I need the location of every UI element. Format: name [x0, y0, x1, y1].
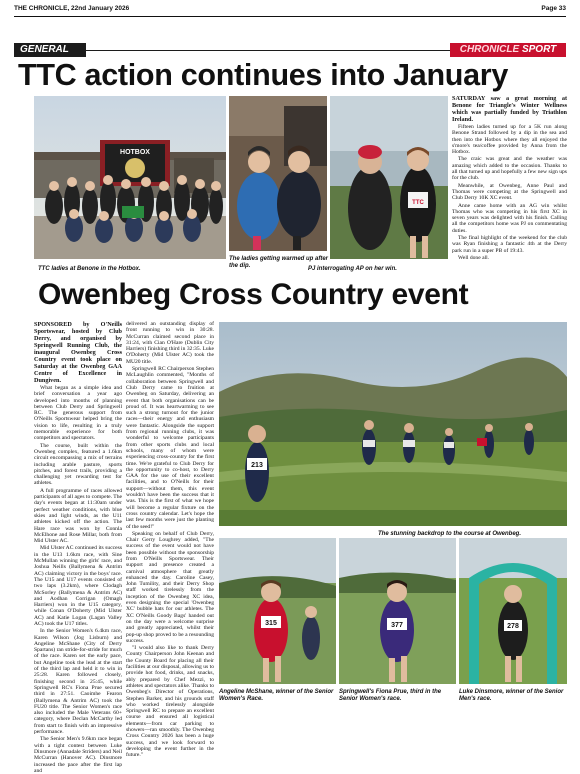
- page-number: Page 33: [541, 5, 566, 12]
- bib-fiona: 377: [391, 622, 403, 629]
- ttc-paragraph: SATURDAY saw a great morning at Benone for Triangle's Winter Wellness which was partially funded by Triathlon Ireland.: [452, 95, 567, 123]
- owenbeg-paragraph: A full programme of races allowed participants of all ages to compete. The day's events began at 11:30am under perfect weather conditions, with blue skies and light winds, as the U11 athletes kicked off the action. The Hare race was won by Connla McElhone and Rose Millar, both from Mid Ulster AC.: [34, 487, 122, 545]
- ttc-paragraph: Meanwhile, at Owenbeg, Anne Paul and Thomas were competing at the Springwell and Club Derry 10K XC event.: [452, 182, 567, 202]
- owenbeg-lead: SPONSORED by O'Neills Sportswear, hosted by Club Derry, and organised by Springwell Running Club, the inaugural Owenbeg Cross Country event took place on Saturday at the Owenbeg GAA Centre of Excellence in Dungiven.: [34, 321, 122, 384]
- caption-ttc-ladies: TTC ladies at Benone in the Hotbox.: [38, 266, 141, 272]
- photo-course-backdrop: [219, 322, 567, 526]
- photo-ladies-warmed-up: [229, 96, 327, 251]
- owenbeg-paragraph: delivered an outstanding display of front running to win in 30:28. McCurran claimed second place in 31:24, with Cian O'Hare (Dublin City Harriers) finishing third in 32:35. Luke O'Doherty (Mid Ulster AC) took the MU20 title.: [126, 321, 214, 365]
- ttc-paragraph: The craic was great and the weather was amazing which added to the occasion. Thanks to all that turned up and hopefully a few new sign ups for the club.: [452, 156, 567, 182]
- ttc-story-text: [452, 95, 567, 273]
- owenbeg-paragraph: The course, built within the Owenbeg complex, featured a 1.6km circuit encompassing a mix of terrains including arable pasture, sports pitches, and forest trails, providing a challenging yet rewarding test for athletes.: [34, 442, 122, 487]
- ttc-paragraph: Well done all.: [458, 254, 490, 261]
- photo-luke: [459, 538, 567, 684]
- bib-angeline: 315: [265, 620, 277, 627]
- photo-angeline: [219, 538, 336, 684]
- bib-left-runner: 213: [251, 462, 263, 469]
- owenbeg-paragraph: What began as a simple idea and brief conversation a year ago developed into months of planning between Club Derry and Springwell RC. The generous support from O'Neills Sportswear helped bring the vision to life, resulting in a truly memorable experience for both competitors and spectators.: [34, 385, 122, 442]
- owenbeg-paragraph: "I would also like to thank Derry County Chairperson John Keenan and the County Board for placing all their facilities at our disposal, allowing us to provide hot food, drinks, and snacks, ably prepared by Chef Mezzi, to athletes and spectators alike. Thanks to Owenbeg's Director of Operations, Stephen Barker, and his grounds staff who worked tirelessly alongside Springwell RC to prepare an excellent course and ensured all logistical elements—from car parking to showers—ran smoothly. The Owenbeg Cross Country 2026 has been a huge success, and we look forward to developing the event further in the future.": [126, 645, 214, 759]
- photo-fiona: [339, 538, 456, 684]
- caption-ladies-warmed: The ladies getting warmed up after the dip.: [229, 256, 329, 269]
- paper-date: THE CHRONICLE, 22nd January 2026: [14, 5, 130, 12]
- bib-luke: 278: [507, 623, 519, 630]
- masthead: [14, 5, 566, 16]
- caption-luke: Luke Dinsmore, winner of the Senior Men's race.: [459, 689, 564, 702]
- masthead-rule: [14, 16, 566, 17]
- section-general: GENERAL: [14, 43, 86, 57]
- owenbeg-paragraph: The Senior Men's 9.6km race began with a tight contest between Luke Dinsmore (Annadale Striders) and Neil McCurran (Hanover AC). Dinsmore increased the pace after the first lap and: [34, 736, 122, 774]
- owenbeg-paragraph: Mid Ulster AC continued its success in the U13 1.6km race, with Sine McMullan winning the girls' race, and Joshua Neills (Ballymena & Antrim AC) claiming victory in the boys' race. The U15 and U17 events consisted of two laps (3.2km), where Clodagh McSorley (Ballymena & Antrim AC) and Aodhan Corrigan (Omagh Harriers) won in the U15 category, while Conan O'Doherty (Mid Ulster AC) and Katie Logan (Lagan Valley AC) took the U17 titles.: [34, 545, 122, 627]
- hotbox-sign: HOTBOX: [120, 149, 150, 156]
- caption-pj: PJ interrogating AP on her win.: [308, 266, 397, 272]
- owenbeg-paragraph: Springwell RC Chairperson Stephen McLaughlin commented, "Months of collaboration between Springwell and Club Derry came to fruition at Owenbeg on Saturday, delivering an event that both organisations can be proud of. It was heartwarming to see such a strong turnout for the junior races—their energy and enthusiasm were fantastic. Alongside the support from regional running clubs, it was wonderful to welcome participants from other sports clubs and local schools, many of whom were experiencing cross-country for the first time. We're grateful to Club Derry for the opportunity to co-host, to Derry GAA for the use of their excellent facilities, and to O'Neills for their support—without them, this event wouldn't have been the success that it was. This is the first of what we hope will become a regular fixture on the cross country calendar. Let's hope the last few months were just the planting of the seed!": [126, 366, 214, 530]
- ttc-paragraph: Fifteen ladies turned up for a 5K run along Benone Strand followed by a dip in the sea and then into the Hotbox where they all enjoyed the s'more's tea/coffee provided by Anna from the Hotbox.: [452, 124, 567, 156]
- caption-angeline: Angeline McShane, winner of the Senior Women's Race.: [219, 689, 334, 702]
- caption-course: The stunning backdrop to the course at Owenbeg.: [378, 531, 522, 537]
- ttc-paragraph: The final highlight of the weekend for the club was Ryan finishing a fantastic 4th at the Derry park run in a super PB of 19:43.: [452, 235, 567, 254]
- owenbeg-paragraph: In the Senior Women's 6.4km race, Karen Wilson (Jog Lisburn) and Angeline McShane (City of Derry Spartans) ran stride-for-stride for much of the race. Karen set the early pace, but Angeline took the lead at the start of the third lap and held it to win in 25:28. Karen followed closely, finishing second in 25:45, while Springwell RC's Fiona Prue secured third in 27:51. Caoimhe Fearon (Ballymena & Antrim AC) took the FU20 title. The Senior Women's race also included the Male Veterans 60+ category, where Declan McCarthy led from start to finish with an impressive performance.: [34, 628, 122, 736]
- owenbeg-text-col1: [34, 321, 122, 774]
- headline-ttc: TTC action continues into January: [18, 58, 509, 92]
- headline-owenbeg: Owenbeg Cross Country event: [38, 278, 469, 311]
- owenbeg-paragraph: Speaking on behalf of Club Derry, Chair Gerry Loughrey added, "The success of the event would not have been possible without the sponsorship from O'Neills Sportswear. Their support and presence created a carnival atmosphere that greatly enhanced the day. Caroline Casey, John Tumility, and their Derry Shop staff worked tirelessly from the inception of the Owenbeg XC idea, even designing the special 'Owenbeg XC' bubble hats for our athletes. The XC O'Neills Goody Bags' handed out on the day were a welcome surprise and greatly appreciated, whilst their pop-up shop proved to be a resounding success.: [126, 530, 214, 644]
- caption-fiona: Springwell's Fiona Prue, third in the Senior Women's race.: [339, 689, 442, 702]
- section-sport-part2: SPORT: [521, 44, 557, 55]
- photo-pj-interview: [330, 96, 448, 259]
- photo-ttc-ladies: [34, 96, 226, 259]
- ttc-paragraph: Anne came home with an AG win whilst Thomas who was competing in his first XC in seven years was delighted with his finish. Calling all the competitors home was PJ on commentating duties.: [452, 202, 567, 234]
- section-sport: [450, 43, 566, 57]
- section-sport-part1: CHRONICLE: [459, 44, 522, 55]
- svg-text:TTC: TTC: [412, 200, 424, 206]
- owenbeg-text-col2: [126, 321, 214, 759]
- section-rule: [86, 50, 450, 51]
